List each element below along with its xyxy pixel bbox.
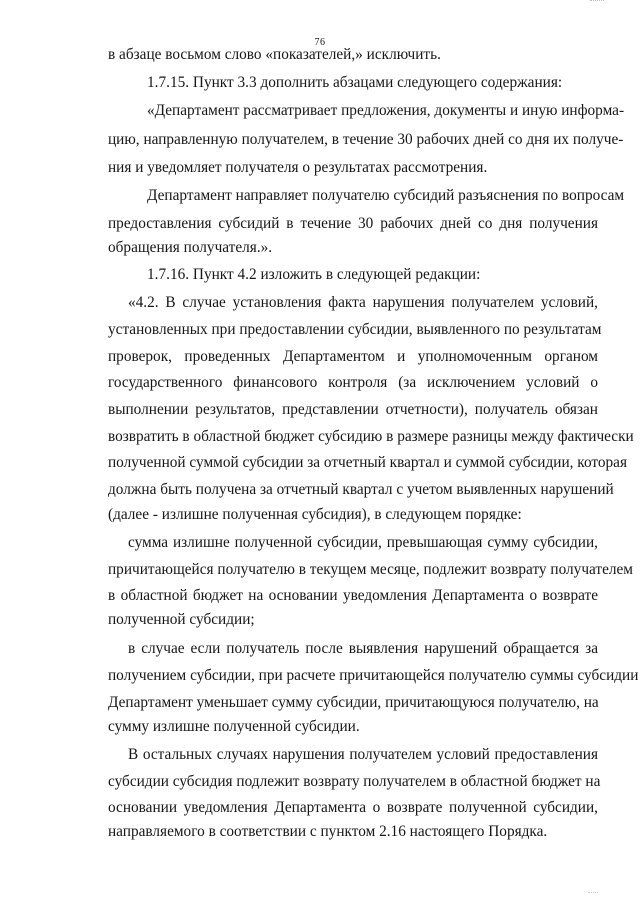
text-line: сумму излишне полученной субсидии. [108,718,360,735]
text-line: полученной субсидии; [108,611,255,628]
text-line: полученной суммой субсидии за отчетный квартал и суммой субсидии, которая [108,454,627,471]
text-line: возвратить в областной бюджет субсидию в размере разницы между фактически [108,428,634,445]
scan-artifact [588,889,598,893]
scan-artifact [590,0,604,5]
text-line: обращения получателя.». [108,239,273,256]
text-line: предоставления субсидий в течение 30 рабочих дней со дня получения [108,215,598,232]
text-line: государственного финансового контроля (за исключением условий о [108,374,598,391]
text-line: «4.2. В случае установления факта нарушения получателем условий, [128,294,598,311]
text-line: в случае если получатель после выявления нарушений обращается за [128,640,598,657]
text-line: в областной бюджет на основании уведомления Департамента о возврате [108,587,598,604]
text-line: основании уведомления Департамента о возврате полученной субсидии, [108,799,598,816]
text-line: субсидии субсидия подлежит возврату получателем в областной бюджет на [108,773,601,790]
text-line: «Департамент рассматривает предложения, документы и иную информа- [147,102,625,119]
text-line: (далее - излишне полученная субсидия), в следующем порядке: [108,506,522,523]
text-line: цию, направленную получателем, в течение 30 рабочих дней со дня их получе- [108,131,624,148]
text-line: 1.7.15. Пункт 3.3 дополнить абзацами следующего содержания: [147,74,563,91]
text-line: получением субсидии, при расчете причитающейся получателю суммы субсидии [108,667,639,684]
page-number: 76 [314,37,326,48]
text-line: в абзаце восьмом слово «показателей,» исключить. [108,46,441,63]
text-line: Департамент направляет получателю субсидий разъяснения по вопросам [147,187,625,204]
text-line: установленных при предоставлении субсидии, выявленного по результатам [108,321,602,338]
text-line: В остальных случаях нарушения получателем условий предоставления [128,746,598,763]
text-line: выполнении результатов, представлении отчетности), получатель обязан [108,401,598,418]
text-line: ния и уведомляет получателя о результатах рассмотрения. [108,159,488,176]
text-line: Департамент уменьшает сумму субсидии, причитающуюся получателю, на [108,694,599,711]
text-line: должна быть получена за отчетный квартал с учетом выявленных нарушений [108,481,614,498]
text-line: проверок, проведенных Департаментом и уполномоченным органом [108,348,598,365]
text-line: направляемого в соответствии с пунктом 2.16 настоящего Порядка. [108,823,548,840]
text-line: 1.7.16. Пункт 4.2 изложить в следующей редакции: [147,266,481,283]
text-line: сумма излишне полученной субсидии, превышающая сумму субсидии, [128,534,598,551]
text-line: причитающейся получателю в текущем месяце, подлежит возврату получателем [108,561,633,578]
